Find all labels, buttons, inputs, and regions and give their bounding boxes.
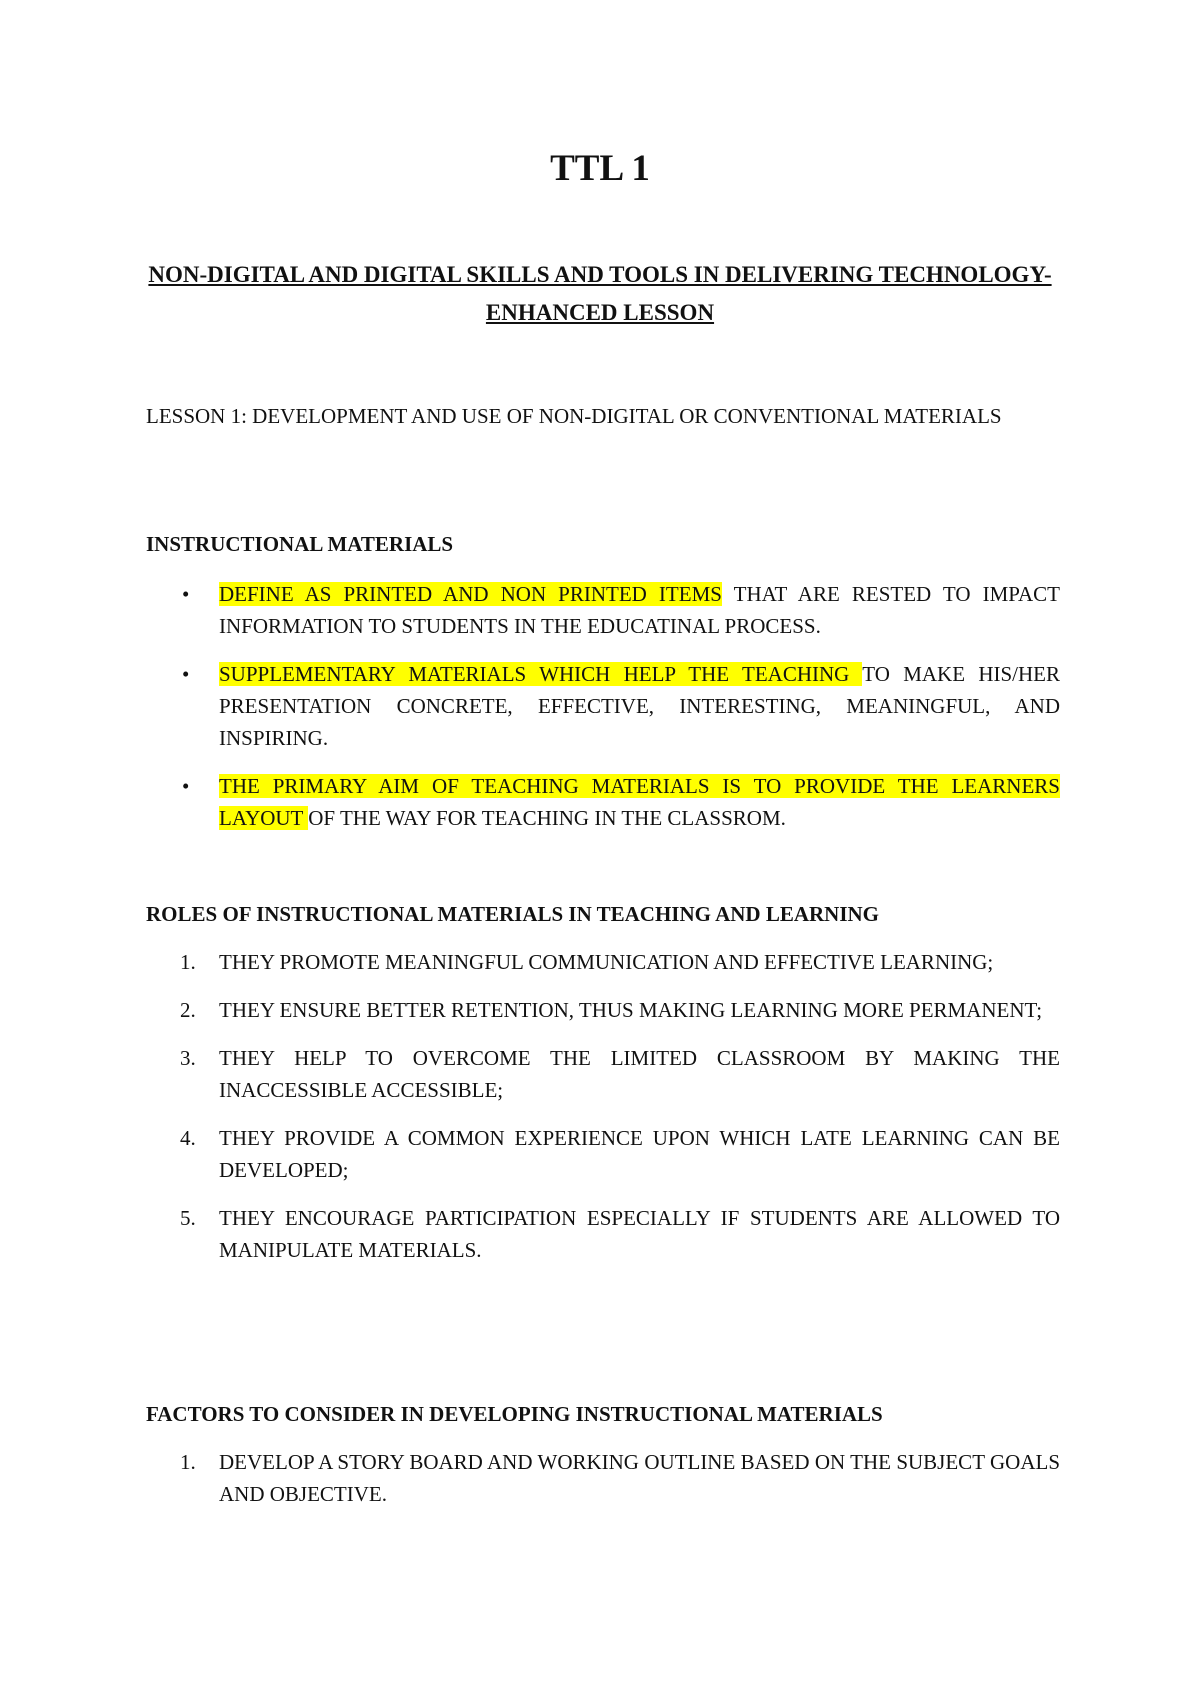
item-text: THEY ENCOURAGE PARTICIPATION ESPECIALLY IF STUDENTS ARE ALLOWED TO MANIPULATE MATERIALS. [219, 1206, 1060, 1262]
list-item [146, 1042, 1060, 1106]
list-item [146, 946, 1060, 978]
section-heading-instructional-materials: INSTRUCTIONAL MATERIALS [146, 532, 454, 556]
item-text: THAT ARE RESTED TO IMPACT INFORMATION TO STUDENTS IN THE EDUCATINAL PROCESS. [219, 582, 1060, 638]
list-number: 1. [180, 1450, 196, 1474]
document-title: TTL 1 [550, 148, 650, 189]
section-heading-roles: ROLES OF INSTRUCTIONAL MATERIALS IN TEACHING AND LEARNING [146, 902, 880, 926]
lesson-heading: LESSON 1: DEVELOPMENT AND USE OF NON-DIGITAL OR CONVENTIONAL MATERIALS [146, 404, 1002, 428]
factors-list [146, 1446, 1060, 1510]
roles-list [146, 946, 1060, 1266]
list-item [146, 770, 1060, 834]
list-item [146, 1122, 1060, 1186]
list-number: 1. [180, 950, 196, 974]
instructional-materials-list [146, 578, 1060, 834]
item-text: TO MAKE HIS/HER PRESENTATION CONCRETE, EFFECTIVE, INTERESTING, MEANINGFUL, AND INSPIRING. [219, 662, 1060, 750]
list-item [146, 1202, 1060, 1266]
bullet-marker: • [182, 774, 190, 798]
list-item [146, 578, 1060, 642]
bullet-marker: • [182, 662, 190, 686]
document-subtitle: NON-DIGITAL AND DIGITAL SKILLS AND TOOLS IN DELIVERING TECHNOLOGY-ENHANCED LESSON [148, 262, 1052, 325]
highlighted-text: DEFINE AS PRINTED AND NON PRINTED ITEMS [219, 582, 722, 606]
item-text: THEY HELP TO OVERCOME THE LIMITED CLASSROOM BY MAKING THE INACCESSIBLE ACCESSIBLE; [219, 1046, 1060, 1102]
highlighted-text: THE PRIMARY AIM OF TEACHING MATERIALS IS TO PROVIDE THE LEARNERS LAYOUT [219, 774, 1060, 830]
list-number: 2. [180, 998, 196, 1022]
item-text: THEY PROVIDE A COMMON EXPERIENCE UPON WHICH LATE LEARNING CAN BE DEVELOPED; [219, 1126, 1060, 1182]
item-text: THEY PROMOTE MEANINGFUL COMMUNICATION AND EFFECTIVE LEARNING; [219, 950, 994, 974]
item-text: THEY ENSURE BETTER RETENTION, THUS MAKING LEARNING MORE PERMANENT; [219, 998, 1043, 1022]
list-item [146, 1446, 1060, 1510]
section-heading-factors: FACTORS TO CONSIDER IN DEVELOPING INSTRUCTIONAL MATERIALS [146, 1402, 883, 1426]
list-number: 3. [180, 1046, 196, 1070]
list-item [146, 658, 1060, 754]
list-number: 4. [180, 1126, 196, 1150]
bullet-marker: • [182, 582, 190, 606]
item-text: DEVELOP A STORY BOARD AND WORKING OUTLINE BASED ON THE SUBJECT GOALS AND OBJECTIVE. [219, 1450, 1060, 1506]
list-number: 5. [180, 1206, 196, 1230]
highlighted-text: SUPPLEMENTARY MATERIALS WHICH HELP THE TEACHING [219, 662, 863, 686]
list-item [146, 994, 1060, 1026]
item-text: OF THE WAY FOR TEACHING IN THE CLASSROM. [308, 806, 786, 830]
